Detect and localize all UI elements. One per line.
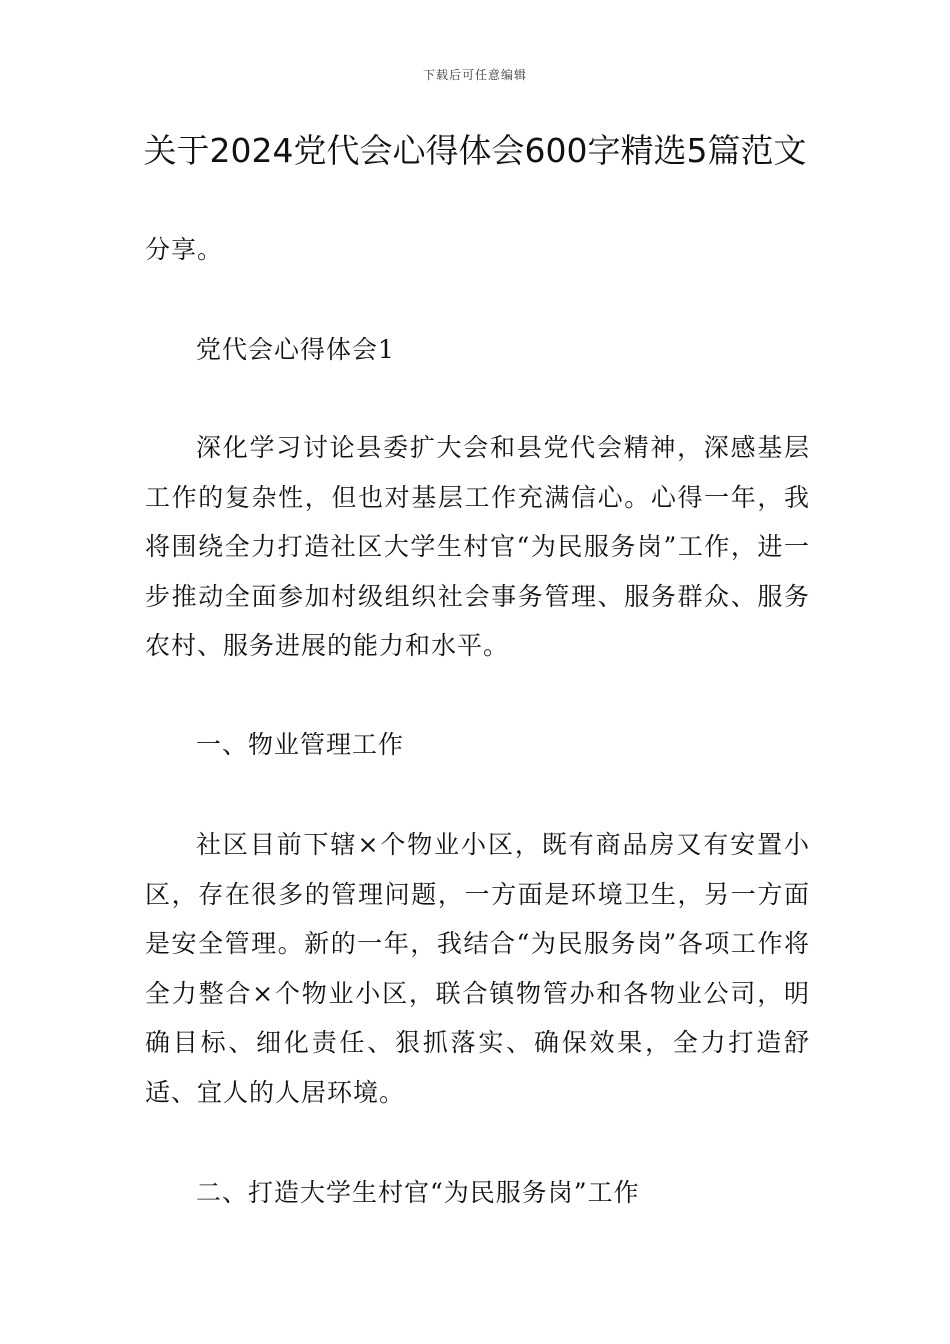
- header-note: 下载后可任意编辑: [422, 68, 527, 82]
- paragraph-intro: 分享。: [145, 235, 224, 264]
- document-title: 关于2024党代会心得体会600字精选5篇范文: [143, 131, 807, 170]
- section-heading-1: 党代会心得体会1: [196, 335, 395, 364]
- section-heading-property: 一、物业管理工作: [196, 730, 405, 759]
- section-heading-service-post: 二、打造大学生村官“为民服务岗”工作: [196, 1178, 640, 1207]
- paragraph-1: 深化学习讨论县委扩大会和县党代会精神，深感基层工作的复杂性，但也对基层工作充满信心。心得一年，我将围绕全力打造社区大学生村官“为民服务岗”工作，进一步推动全面参加村级组织社会事务管理、服务群众、服务农村、服务进展的能力和水平。: [145, 433, 810, 660]
- paragraph-property: 社区目前下辖×个物业小区，既有商品房又有安置小区，存在很多的管理问题，一方面是环境卫生，另一方面是安全管理。新的一年，我结合“为民服务岗”各项工作将全力整合×个物业小区，联合镇物管办和各物业公司，明确目标、细化责任、狠抓落实、确保效果，全力打造舒适、宜人的人居环境。: [145, 830, 810, 1107]
